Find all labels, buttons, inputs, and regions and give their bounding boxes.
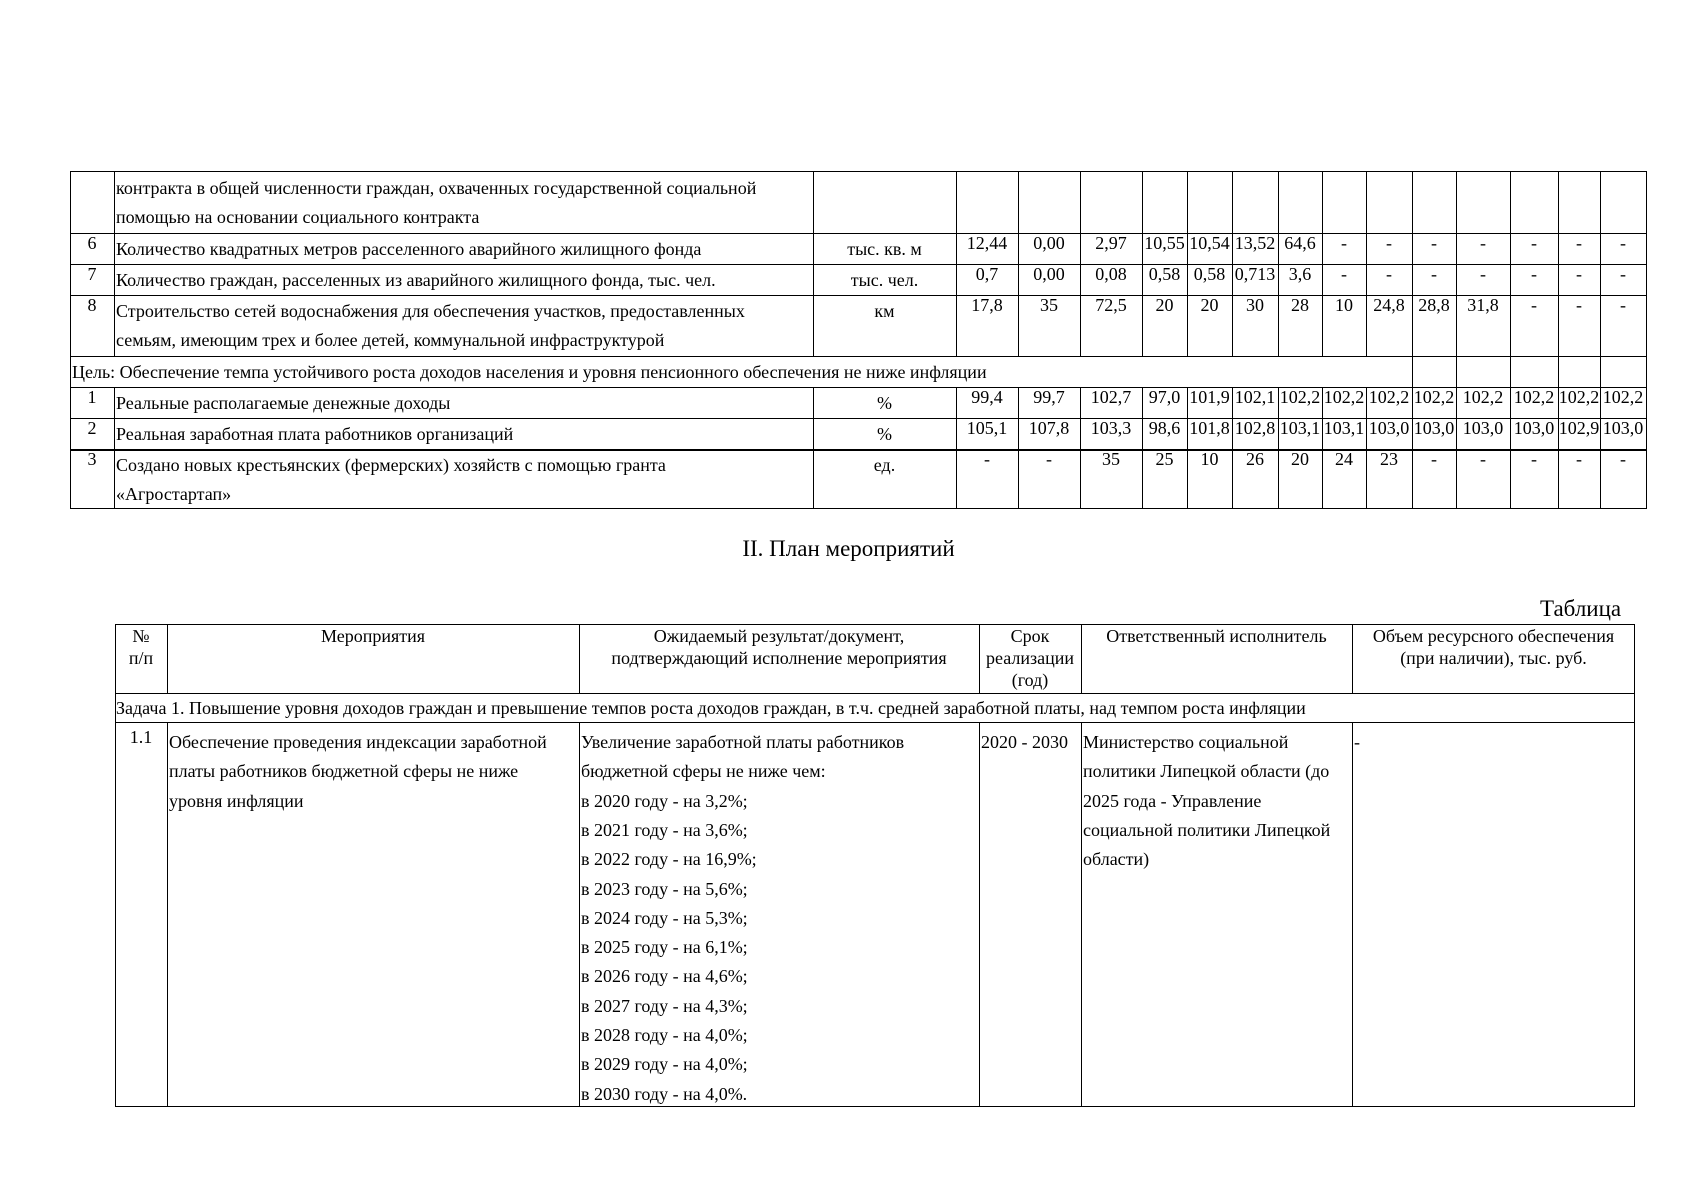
responsible-text: политики Липецкой области (до xyxy=(1083,761,1330,782)
unit-cell: ед. xyxy=(873,455,896,475)
value-cell: 26 xyxy=(1246,449,1264,469)
value-cell: 10 xyxy=(1200,449,1219,469)
value-cell: - xyxy=(984,449,990,469)
value-cell: 99,4 xyxy=(971,387,1003,407)
table-rule xyxy=(1634,693,1635,722)
table-rule xyxy=(1634,722,1635,1106)
value-cell: 23 xyxy=(1380,449,1398,469)
value-cell: 103,0 xyxy=(1413,418,1455,438)
table-rule xyxy=(114,171,115,356)
value-cell: 103,1 xyxy=(1323,418,1365,438)
indicator-name: Создано новых крестьянских (фермерских) хозяйств с помощью гранта xyxy=(116,455,666,475)
table-label: Таблица xyxy=(1540,596,1622,621)
responsible-text: 2025 года - Управление xyxy=(1083,790,1262,811)
value-cell: - xyxy=(1531,233,1537,253)
indicator-name: Реальные располагаемые денежные доходы xyxy=(116,393,451,413)
value-cell: - xyxy=(1620,295,1626,315)
event-text: платы работников бюджетной сферы не ниже xyxy=(169,761,519,782)
indicator-name: Количество квадратных метров расселенного аварийного жилищного фонда xyxy=(116,239,702,259)
resources-text: - xyxy=(1354,732,1360,752)
table-rule xyxy=(115,722,116,1106)
event-text: Обеспечение проведения индексации заработной xyxy=(169,732,547,752)
section-title: II. План мероприятий xyxy=(742,536,955,561)
value-cell: 103,0 xyxy=(1513,418,1555,438)
table-rule xyxy=(979,722,980,1106)
indicator-name: контракта в общей численности граждан, охваченных государственной социальной xyxy=(116,178,757,198)
table-rule xyxy=(70,171,1647,172)
header-term: (год) xyxy=(1011,670,1049,690)
row-number: 1.1 xyxy=(129,727,153,747)
header-events: Мероприятия xyxy=(320,626,426,646)
value-cell: 0,00 xyxy=(1033,264,1065,284)
value-cell: 0,713 xyxy=(1234,264,1276,284)
event-text: уровня инфляции xyxy=(169,790,304,811)
table-rule xyxy=(1352,722,1353,1106)
result-text: в 2025 году - на 6,1%; xyxy=(581,937,748,958)
value-cell: 105,1 xyxy=(966,418,1008,438)
value-cell: - xyxy=(1341,264,1347,284)
value-cell: 103,0 xyxy=(1602,418,1644,438)
indicator-name: помощью на основании социального контракта xyxy=(116,207,480,227)
header-resources: (при наличии), тыс. руб. xyxy=(1400,648,1587,668)
value-cell: 0,58 xyxy=(1193,264,1226,284)
value-cell: 99,7 xyxy=(1033,387,1065,407)
table-rule xyxy=(70,356,1647,357)
value-cell: - xyxy=(1576,295,1582,315)
value-cell: 103,3 xyxy=(1090,418,1132,438)
value-cell: 102,9 xyxy=(1558,418,1600,438)
value-cell: 98,6 xyxy=(1148,418,1181,438)
value-cell: 102,2 xyxy=(1462,387,1504,407)
header-term: реализации xyxy=(986,648,1074,668)
value-cell: - xyxy=(1620,264,1626,284)
result-text: в 2024 году - на 5,3%; xyxy=(581,907,748,928)
value-cell: 24 xyxy=(1335,449,1353,469)
result-text: в 2020 году - на 3,2%; xyxy=(581,790,748,811)
measures-table xyxy=(115,624,1635,1106)
value-cell: 102,2 xyxy=(1602,387,1644,407)
table-rule xyxy=(167,722,168,1106)
result-text: в 2027 году - на 4,3%; xyxy=(581,995,748,1016)
value-cell: - xyxy=(1531,449,1537,469)
indicator-name: Строительство сетей водоснабжения для обеспечения участков, предоставленных xyxy=(116,301,745,321)
value-cell: 30 xyxy=(1246,295,1264,315)
indicator-name: семьям, имеющим трех и более детей, коммунальной инфраструктурой xyxy=(116,330,665,350)
row-number: 6 xyxy=(87,233,97,253)
value-cell: 103,0 xyxy=(1368,418,1410,438)
result-text: Увеличение заработной платы работников xyxy=(581,732,905,752)
value-cell: 10,54 xyxy=(1189,233,1230,253)
header-resources: Объем ресурсного обеспечения xyxy=(1372,626,1615,646)
table-rule xyxy=(1081,722,1082,1106)
value-cell: 35 xyxy=(1040,295,1058,315)
value-cell: 64,6 xyxy=(1284,233,1316,253)
unit-cell: % xyxy=(877,393,892,413)
value-cell: - xyxy=(1480,264,1486,284)
value-cell: 102,2 xyxy=(1513,387,1555,407)
value-cell: 103,1 xyxy=(1279,418,1321,438)
value-cell: - xyxy=(1046,449,1052,469)
value-cell: 13,52 xyxy=(1234,233,1276,253)
value-cell: - xyxy=(1386,233,1392,253)
value-cell: 28 xyxy=(1291,295,1309,315)
header-responsible: Ответственный исполнитель xyxy=(1106,626,1327,646)
value-cell: 101,8 xyxy=(1189,418,1230,438)
result-text: в 2026 году - на 4,6%; xyxy=(581,966,748,987)
value-cell: - xyxy=(1576,449,1582,469)
table-rule xyxy=(115,1106,1635,1107)
unit-cell: тыс. кв. м xyxy=(847,239,922,259)
value-cell: 20 xyxy=(1291,449,1309,469)
header-num: № xyxy=(132,626,150,646)
value-cell: - xyxy=(1576,264,1582,284)
value-cell: - xyxy=(1431,233,1437,253)
value-cell: 0,7 xyxy=(975,264,999,284)
value-cell: 25 xyxy=(1155,449,1174,469)
value-cell: 101,9 xyxy=(1189,387,1230,407)
value-cell: 10,55 xyxy=(1144,233,1185,253)
result-text: в 2021 году - на 3,6%; xyxy=(581,819,748,840)
value-cell: - xyxy=(1341,233,1347,253)
value-cell: 103,0 xyxy=(1462,418,1504,438)
value-cell: 20 xyxy=(1200,295,1219,315)
unit-cell: тыс. чел. xyxy=(850,270,919,290)
result-text: в 2028 году - на 4,0%; xyxy=(581,1025,748,1045)
value-cell: 102,2 xyxy=(1558,387,1600,407)
value-cell: 31,8 xyxy=(1467,295,1499,315)
value-cell: - xyxy=(1386,264,1392,284)
value-cell: - xyxy=(1480,449,1486,469)
value-cell: - xyxy=(1531,295,1537,315)
value-cell: 102,2 xyxy=(1323,387,1365,407)
value-cell: 17,8 xyxy=(971,295,1003,315)
header-result: подтверждающий исполнение мероприятия xyxy=(611,648,947,668)
value-cell: 28,8 xyxy=(1418,295,1450,315)
value-cell: 102,1 xyxy=(1234,387,1276,407)
row-number: 7 xyxy=(87,264,97,284)
value-cell: - xyxy=(1480,233,1486,253)
value-cell: - xyxy=(1431,449,1437,469)
value-cell: 35 xyxy=(1102,449,1120,469)
unit-cell: % xyxy=(877,424,892,444)
header-num: п/п xyxy=(128,648,154,668)
result-text: в 2023 году - на 5,6%; xyxy=(581,878,748,899)
row-number: 8 xyxy=(87,295,97,315)
value-cell: 20 xyxy=(1155,295,1174,315)
result-text: в 2029 году - на 4,0%; xyxy=(581,1054,748,1075)
responsible-text: Министерство социальной xyxy=(1083,732,1289,752)
value-cell: 72,5 xyxy=(1095,295,1127,315)
value-cell: - xyxy=(1576,233,1582,253)
value-cell: - xyxy=(1531,264,1537,284)
header-result: Ожидаемый результат/документ, xyxy=(653,626,905,646)
value-cell: 24,8 xyxy=(1373,295,1405,315)
value-cell: 102,7 xyxy=(1090,387,1132,407)
value-cell: 10 xyxy=(1335,295,1353,315)
value-cell: 0,00 xyxy=(1033,233,1065,253)
indicators-table xyxy=(70,171,1647,508)
value-cell: 3,6 xyxy=(1288,264,1312,284)
result-text: в 2030 году - на 4,0%. xyxy=(581,1083,748,1104)
indicator-name: Количество граждан, расселенных из аварийного жилищного фонда, тыс. чел. xyxy=(116,270,716,290)
table-rule xyxy=(1646,171,1647,356)
row-number: 3 xyxy=(87,449,97,469)
value-cell: 2,97 xyxy=(1095,233,1127,253)
table-rule xyxy=(1646,387,1647,508)
result-text: бюджетной сферы не ниже чем: xyxy=(581,761,826,782)
value-cell: - xyxy=(1620,449,1626,469)
value-cell: 102,8 xyxy=(1234,418,1276,438)
indicator-name: Реальная заработная плата работников организаций xyxy=(116,424,514,444)
value-cell: 102,2 xyxy=(1368,387,1410,407)
row-number: 2 xyxy=(87,418,97,438)
task-row: Задача 1. Повышение уровня доходов граждан и превышение темпов роста доходов граждан, в т.ч. средней заработной платы, над темпом роста инфляции xyxy=(116,698,1306,718)
table-rule xyxy=(114,387,115,508)
table-rule xyxy=(1646,356,1647,387)
value-cell: 12,44 xyxy=(966,233,1008,253)
value-cell: 97,0 xyxy=(1148,387,1181,407)
responsible-text: области) xyxy=(1083,849,1150,870)
goal-row: Цель: Обеспечение темпа устойчивого роста доходов населения и уровня пенсионного обеспечения не ниже инфляции xyxy=(72,362,987,382)
indicator-name: «Агростартап» xyxy=(116,484,232,504)
term-text: 2020 - 2030 xyxy=(981,732,1068,752)
value-cell: - xyxy=(1431,264,1437,284)
row-number: 1 xyxy=(87,387,97,407)
value-cell: 102,2 xyxy=(1413,387,1455,407)
value-cell: 0,08 xyxy=(1095,264,1127,284)
unit-cell: км xyxy=(874,301,895,321)
result-text: в 2022 году - на 16,9%; xyxy=(581,849,757,870)
table-rule xyxy=(579,722,580,1106)
table-rule xyxy=(70,508,1647,509)
value-cell: 102,2 xyxy=(1279,387,1321,407)
value-cell: 107,8 xyxy=(1028,418,1070,438)
header-term: Срок xyxy=(1010,626,1050,646)
value-cell: - xyxy=(1620,233,1626,253)
responsible-text: социальной политики Липецкой xyxy=(1083,819,1331,840)
value-cell: 0,58 xyxy=(1148,264,1181,284)
